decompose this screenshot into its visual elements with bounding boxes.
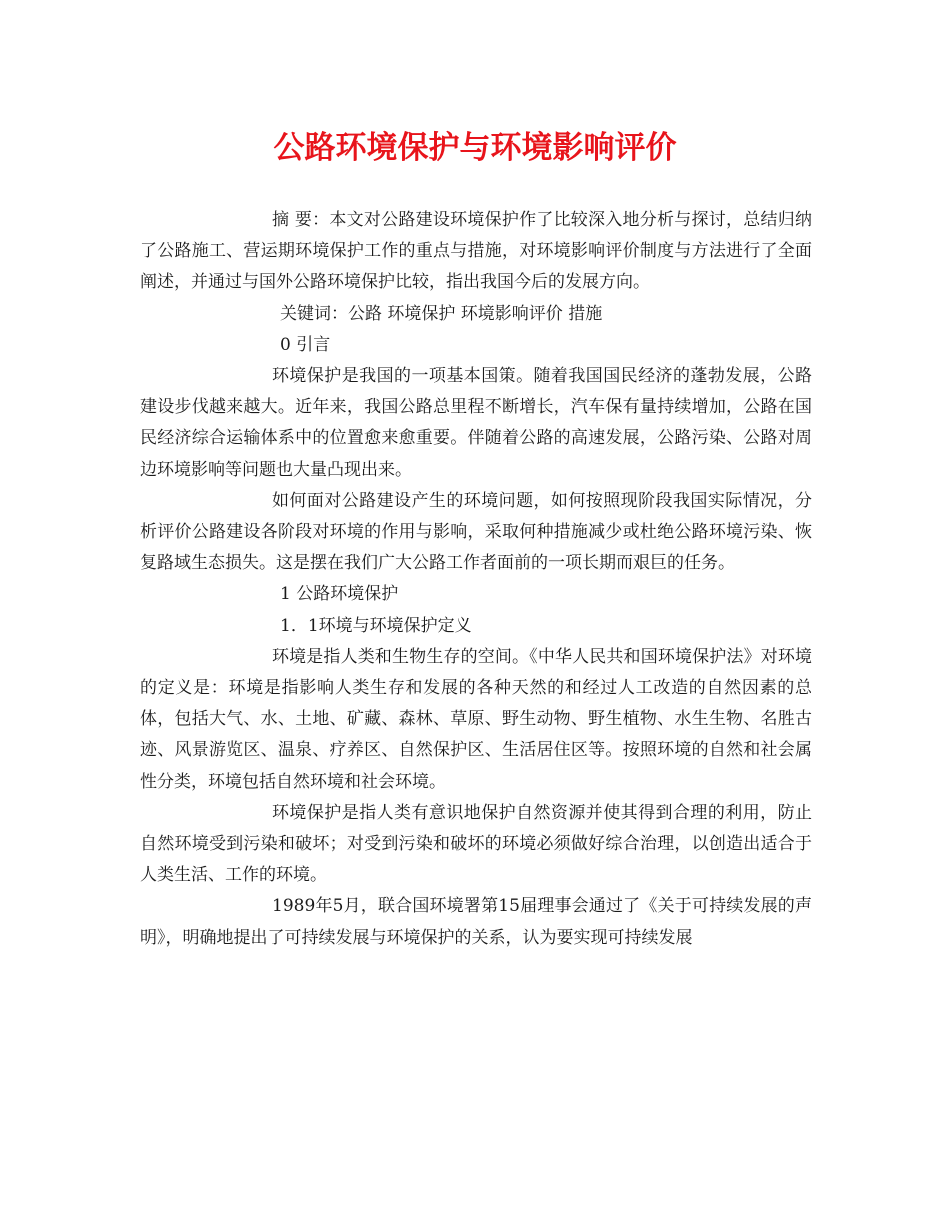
section-1-paragraph-1: 环境是指人类和生物生存的空间。《中华人民共和国环境保护法》对环境的定义是：环境是指影响人类生存和发展的各种天然的和经过人工改造的自然因素的总体，包括大气、水、土地、矿藏、森林、草原、野生动物、野生植物、水生生物、名胜古迹、风景游览区、温泉、疗养区、自然保护区、生活居住区等。按照环境的自然和社会属性分类，环境包括自然环境和社会环境。 [140, 646, 812, 792]
document-title: 公路环境保护与环境影响评价 [273, 130, 677, 166]
section-heading-1: 1 公路环境保护 [280, 584, 399, 605]
intro-paragraph-1: 环境保护是我国的一项基本国策。随着我国国民经济的蓬勃发展，公路建设步伐越来越大。近年来，我国公路总里程不断增长，汽车保有量持续增加，公路在国民经济综合运输体系中的位置愈来愈重要。伴随着公路的高速发展，公路污染、公路对周边环境影响等问题也大量凸现出来。 [140, 366, 812, 480]
section-1-paragraph-2: 环境保护是指人类有意识地保护自然资源并使其得到合理的利用，防止自然环境受到污染和破坏；对受到污染和破坏的环境必须做好综合治理，以创造出适合于人类生活、工作的环境。 [140, 802, 812, 886]
intro-paragraph-2: 如何面对公路建设产生的环境问题，如何按照现阶段我国实际情况，分析评价公路建设各阶段对环境的作用与影响，采取何种措施减少或杜绝公路环境污染、恢复路域生态损失。这是摆在我们广大公路工作者面前的一项长期而艰巨的任务。 [140, 490, 812, 574]
document-body [140, 205, 812, 954]
section-1-paragraph-3: 1989年5月，联合国环境署第15届理事会通过了《关于可持续发展的声明》，明确地提出了可持续发展与环境保护的关系，认为要实现可持续发展 [140, 896, 812, 948]
section-heading-1-1: 1．1环境与环境保护定义 [280, 615, 472, 636]
abstract-paragraph: 摘 要：本文对公路建设环境保护作了比较深入地分析与探讨，总结归纳了公路施工、营运期环境保护工作的重点与措施，对环境影响评价制度与方法进行了全面阐述，并通过与国外公路环境保护比较，指出我国今后的发展方向。 [140, 210, 812, 293]
keywords-line: 关键词：公路 环境保护 环境影响评价 措施 [280, 303, 603, 324]
section-heading-intro: 0 引言 [280, 334, 331, 355]
